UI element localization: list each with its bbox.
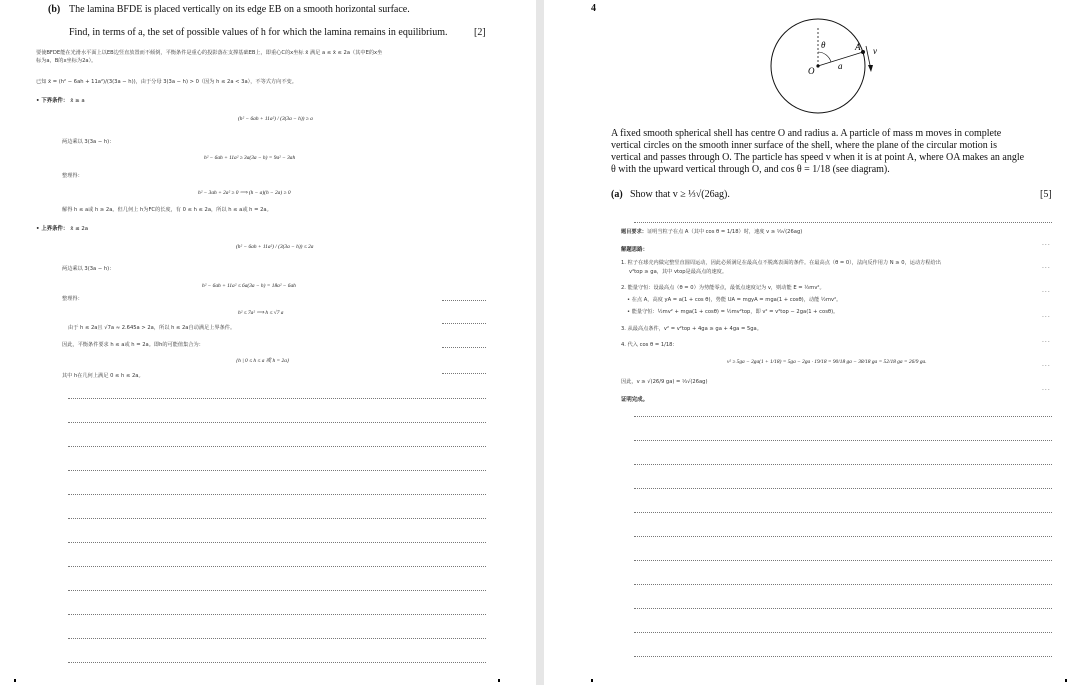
step-4: 4. 代入 cos θ = 1/18：	[621, 342, 678, 348]
upper-result: 由于 h ≤ 2a且 √7a ≈ 2.645a > 2a，所以 h ≤ 2a自动满足上界条件。	[68, 325, 236, 331]
geometry-note: 其中 h在几何上满足 0 ≤ h ≤ 2a。	[62, 373, 144, 379]
margin-dots: ...	[1042, 337, 1051, 344]
lower-equation-2: h² − 6ah + 11a² ≥ 3a(3a − h) = 9a² − 3ah	[204, 155, 296, 161]
multiply-note-2: 两边乘以 3(3a − h)：	[62, 266, 115, 272]
part-text: Show that v ≥ ⅓√(26ag).	[630, 189, 730, 200]
requirement-text: 证明当粒子在点 A（其中 cos θ = 1/18）时，速度 v ≥ ⅓√(26ag)	[646, 229, 803, 235]
particle-point-icon	[861, 50, 865, 54]
answer-line	[68, 566, 486, 567]
intro-line-1: 要使BFDE能在光滑水平面上以EB边竖直放置而不倾倒，平衡条件是重心的投影落在支撑基础EB上，即重心C的x坐标 x̄ 满足 a ≤ x̄ ≤ 2a（其中E的x坐	[36, 50, 383, 56]
intro-line-2: 标为a，B的x坐标为2a）。	[36, 58, 97, 64]
answer-line	[68, 638, 486, 639]
point-label: A	[855, 42, 861, 52]
find-text: Find, in terms of a, the set of possible values of h for which the lamina remains in equilibrium.	[69, 27, 448, 38]
upper-bound-condition: x̄ ≤ 2a	[70, 226, 89, 232]
marks-label: [2]	[474, 27, 486, 38]
multiply-note-1: 两边乘以 3(3a − h)：	[62, 139, 115, 145]
margin-dots: ...	[1042, 361, 1051, 368]
answer-line	[442, 347, 486, 348]
upper-equation-1: (h² − 6ah + 11a²) / (3(3a − h)) ≤ 2a	[236, 244, 314, 250]
margin-dots: ...	[1042, 312, 1051, 319]
answer-line	[68, 542, 486, 543]
centre-point-icon	[816, 64, 819, 67]
angle-arc-icon	[818, 52, 831, 62]
step-3: 3. 从最高点条件，v² = v²top + 4ga ≥ ga + 4ga = 5ga。	[621, 326, 762, 332]
answer-line	[634, 222, 1052, 223]
registration-mark	[1065, 679, 1067, 682]
radius-label: a	[838, 61, 843, 71]
known-expression: 已知 x̄ = (h² − 6ah + 11a²)/(3(3a − h))，由于分母 3(3a − h) > 0（因为 h ≤ 2a < 3a），不等式方向不变。	[36, 79, 297, 85]
registration-mark	[591, 679, 593, 682]
upper-bound-title: 上界条件：	[41, 226, 69, 232]
requirement-line	[621, 229, 802, 236]
answer-line	[634, 584, 1052, 585]
lower-bound-label: • 下界条件： x̄ ≥ a	[36, 98, 85, 104]
statement-line: A fixed smooth spherical shell has centre O and radius a. A particle of mass m moves in complete	[611, 128, 1002, 139]
margin-dots: ...	[1042, 240, 1051, 247]
answer-line	[634, 632, 1052, 633]
step-1b: v²top ≥ ga，其中 vtop是最高点的速度。	[629, 269, 728, 275]
upper-equation-2: h² − 6ah + 11a² ≤ 6a(3a − h) = 18a² − 6ah	[202, 283, 296, 289]
answer-line	[68, 590, 486, 591]
answer-line	[68, 422, 486, 423]
margin-dots: ...	[1042, 263, 1051, 270]
step-2: 2. 能量守恒：设最高点（θ = 0）为势能零点，最低点速度记为 v，则动能 E = ½mv²。	[621, 285, 825, 291]
proof-complete: 证明完成。	[621, 397, 648, 403]
tidy-note-2: 整理得：	[62, 296, 83, 302]
answer-line	[68, 446, 486, 447]
lower-bound-title: 下界条件：	[41, 98, 69, 104]
answer-line	[634, 488, 1052, 489]
answer-line	[634, 560, 1052, 561]
answer-line	[634, 416, 1052, 417]
shell-diagram	[764, 14, 884, 118]
registration-mark	[498, 679, 500, 682]
statement-line: θ with the upward vertical through O, and cos θ = 1/18 (see diagram).	[611, 164, 890, 175]
answer-line	[634, 464, 1052, 465]
upper-equation-3: h² ≤ 7a² ⟹ h ≤ √7 a	[238, 310, 284, 316]
step-2a: • 在点 A，高度 yA = a(1 + cos θ)，势能 UA = mgyA = mga(1 + cosθ)，动能 ½mv²。	[627, 297, 842, 303]
margin-dots: ...	[1042, 287, 1051, 294]
question-text: The lamina BFDE is placed vertically on its edge EB on a smooth horizontal surface.	[69, 4, 410, 15]
answer-line	[634, 656, 1052, 657]
answer-line	[68, 614, 486, 615]
problem-statement	[611, 128, 1024, 176]
registration-mark	[14, 679, 16, 682]
lower-bound-condition: x̄ ≥ a	[70, 98, 85, 104]
left-page	[0, 0, 536, 685]
page-number: 4	[591, 3, 596, 14]
answer-line	[68, 398, 486, 399]
arrowhead-icon	[868, 65, 873, 72]
step-1: 1. 粒子在球壳内做完整竖直圆周运动，因此必须满足在最高点不脱离表面的条件。在最高点（θ = 0），法向反作用力 N ≥ 0，运动方程给出	[621, 260, 941, 266]
answer-line	[442, 373, 486, 374]
upper-bound-label: • 上界条件： x̄ ≤ 2a	[36, 226, 89, 232]
centre-label: O	[808, 66, 815, 76]
therefore-line: 因此，v ≥ √(26/9 ga) = ⅓√(26ag)	[621, 379, 708, 385]
answer-line	[634, 608, 1052, 609]
requirement-label: 题目要求：	[621, 229, 647, 235]
part-label: (a)	[611, 189, 623, 200]
answer-line	[68, 494, 486, 495]
lower-result: 解得 h ≤ a或 h ≥ 2a。但几何上 h为FC的长度，有 0 ≤ h ≤ 2a，所以 h ≤ a或 h = 2a。	[62, 207, 272, 213]
answer-line	[634, 440, 1052, 441]
step-2b: • 能量守恒：½mv² + mga(1 + cosθ) = ½mv²top，即 v² = v²top − 2ga(1 + cosθ)。	[627, 309, 839, 315]
step-4-equation: v² ≥ 5ga − 2ga(1 + 1/18) = 5ga − 2ga · 19/18 = 90/18 ga − 38/18 ga = 52/18 ga = 26/9 ga.	[727, 359, 927, 365]
statement-line: vertical and passes through O. The particle has speed v when it is at point A, where OA makes an angle	[611, 152, 1025, 163]
lower-equation-3: h² − 3ah + 2a² ≥ 0 ⟹ (h − a)(h − 2a) ≥ 0	[198, 190, 291, 196]
lower-equation-1: (h² − 6ah + 11a²) / (3(3a − h)) ≥ a	[238, 116, 313, 122]
right-page	[544, 0, 1080, 685]
question-part-label: (b)	[48, 4, 61, 15]
idea-label: 解题思路：	[621, 247, 648, 253]
answer-line	[68, 662, 486, 663]
answer-line	[634, 512, 1052, 513]
conclusion-text: 因此，平衡条件要求 h ≤ a或 h = 2a。即h的可能值集合为：	[62, 342, 204, 348]
answer-line	[634, 536, 1052, 537]
tidy-note-1: 整理得：	[62, 173, 83, 179]
velocity-label: v	[873, 46, 877, 56]
answer-line	[68, 518, 486, 519]
solution-set: {h | 0 ≤ h ≤ a 或 h = 2a}	[236, 358, 290, 364]
margin-dots: ...	[1042, 385, 1051, 392]
theta-label: θ	[821, 40, 826, 50]
answer-line	[442, 300, 486, 301]
answer-line	[442, 323, 486, 324]
answer-line	[68, 470, 486, 471]
part-marks: [5]	[1040, 189, 1052, 200]
statement-line: vertical circles on the smooth inner surface of the shell, where the plane of the circular motion is	[611, 140, 997, 151]
